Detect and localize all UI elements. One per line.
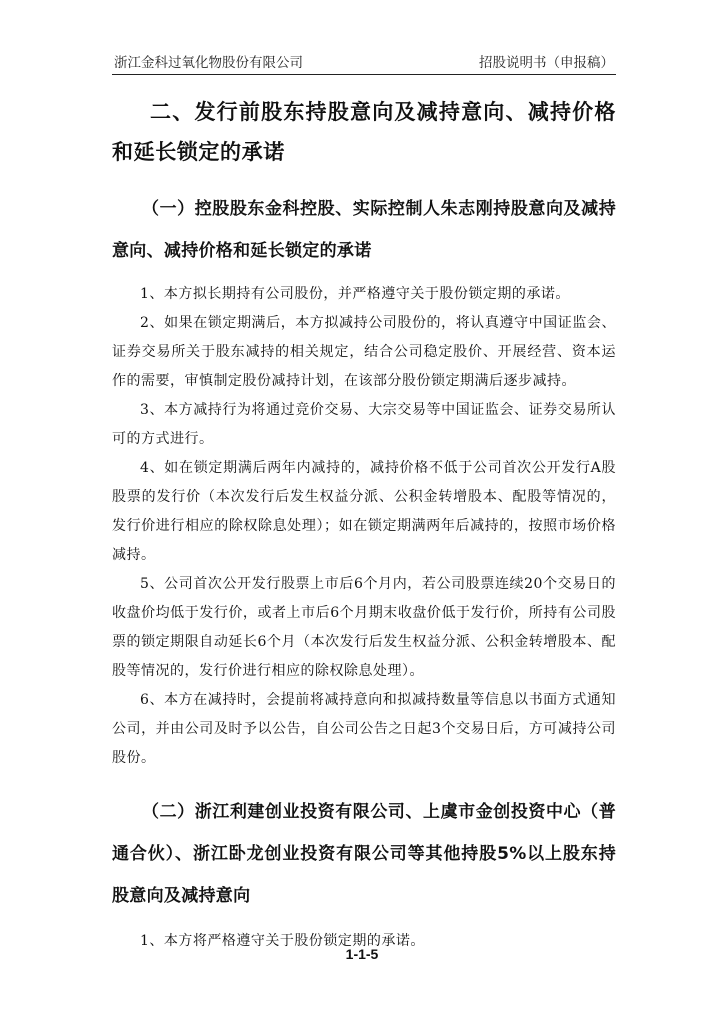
paragraph-7: 1、本方将严格遵守关于股份锁定期的承诺。 [140,933,425,949]
page-header [112,50,616,75]
subsection-2-heading: （二）浙江利建创业投资有限公司、上虞市金创投资中心（普通合伙）、浙江卧龙创业投资有限公司等其他持股5%以上股东持股意向及减持意向 [112,802,616,906]
page-content [112,92,616,956]
subsection-1-heading: （一）控股股东金科控股、实际控制人朱志刚持股意向及减持意向、减持价格和延长锁定的承诺 [112,199,616,261]
paragraph-6: 6、本方在减持时，会提前将减持意向和拟减持数量等信息以书面方式通知公司，并由公司及时予以公告，自公司公告之日起3个交易日后，方可减持公司股份。 [112,692,616,766]
paragraph-1: 1、本方拟长期持有公司股份，并严格遵守关于股份锁定期的承诺。 [140,286,570,302]
paragraph-3: 3、本方减持行为将通过竞价交易、大宗交易等中国证监会、证券交易所认可的方式进行。 [112,402,616,447]
paragraph-5: 5、公司首次公开发行股票上市后6个月内，若公司股票连续20个交易日的收盘价均低于发行价，或者上市后6个月期末收盘价低于发行价，所持有公司股票的锁定期限自动延长6个月（本次发行后发生权益分派、公积金转增股本、配股等情况的，发行价进行相应的除权除息处理）。 [112,576,616,679]
section-heading: 二、发行前股东持股意向及减持意向、减持价格和延长锁定的承诺 [112,100,616,164]
header-company: 浙江金科过氧化物股份有限公司 [114,55,303,71]
header-doc-type: 招股说明书（申报稿） [479,55,614,71]
paragraph-2: 2、如果在锁定期满后，本方拟减持公司股份的，将认真遵守中国证监会、证券交易所关于股东减持的相关规定，结合公司稳定股价、开展经营、资本运作的需要，审慎制定股份减持计划，在该部分股份锁定期满后逐步减持。 [112,315,616,389]
page-number: 1-1-5 [345,946,379,962]
paragraph-4: 4、如在锁定期满后两年内减持的，减持价格不低于公司首次公开发行A股股票的发行价（本次发行后发生权益分派、公积金转增股本、配股等情况的，发行价进行相应的除权除息处理）；如在锁定期满两年后减持的，按照市场价格减持。 [112,460,616,563]
subsection-1-body [112,280,616,773]
